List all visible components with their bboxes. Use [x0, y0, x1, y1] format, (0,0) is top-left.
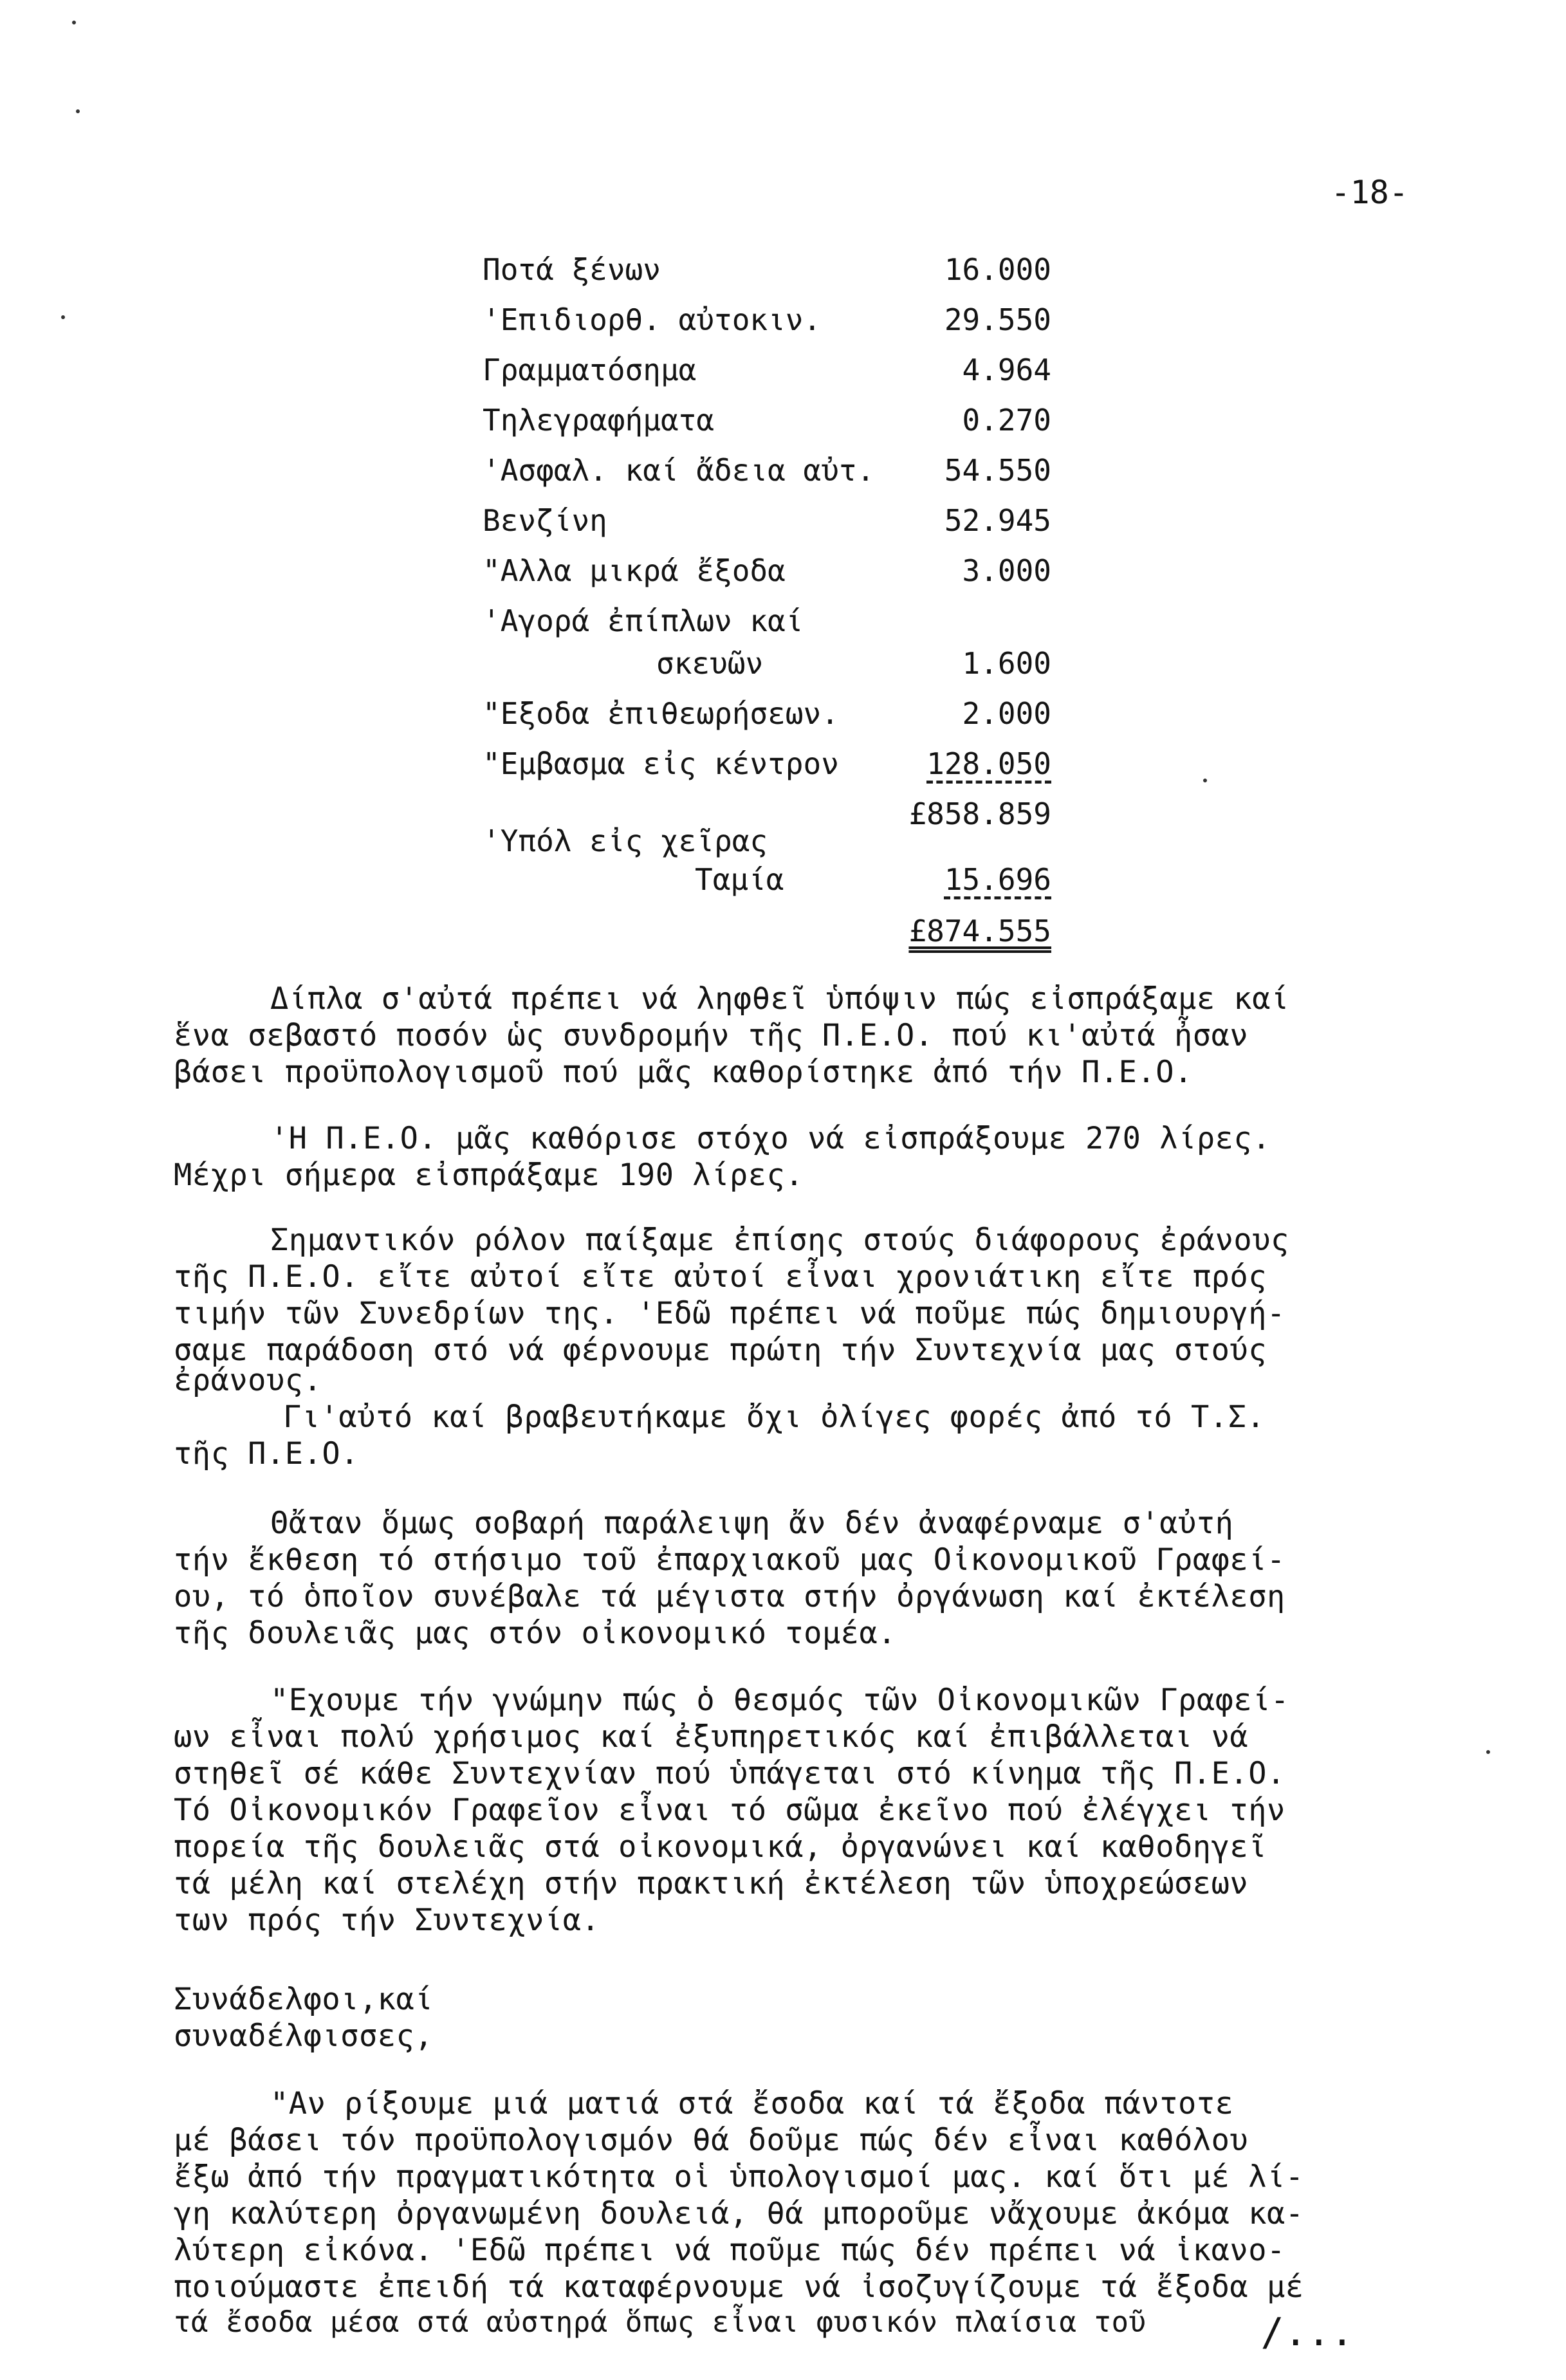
scan-speck: [1486, 1750, 1490, 1754]
ledger-label: Τηλεγραφήματα: [483, 403, 715, 438]
text-line: Μέχρι σήμερα εἰσπράξαμε 190 λίρες.: [174, 1158, 804, 1193]
ledger-label: "Εξοδα ἐπιθεωρήσεων.: [483, 696, 839, 731]
continuation-mark: /...: [1260, 2310, 1354, 2355]
text-line: Τό Οἰκονομικόν Γραφεῖον εἶναι τό σῶμα ἐκεῖνο πού ἐλέγχει τήν: [174, 1793, 1285, 1828]
text-line: τῆς Π.Ε.Ο. εἴτε αὐτοί εἴτε αὐτοί εἶναι χρονιάτικη εἴτε πρός: [174, 1259, 1267, 1295]
text-line: τῆς δουλειᾶς μας στόν οἰκονομικό τομέα.: [174, 1616, 897, 1651]
ledger-amount: 4.964: [962, 353, 1051, 387]
text-line: Γι'αὐτό καί βραβευτήκαμε ὄχι ὀλίγες φορές ἀπό τό Τ.Σ.: [283, 1399, 1266, 1435]
text-line: ου, τό ὁποῖον συνέβαλε τά μέγιστα στήν ὀργάνωση καί ἐκτέλεση: [174, 1579, 1285, 1614]
ledger-amount: 3.000: [962, 553, 1051, 588]
scan-speck: [72, 21, 76, 24]
ledger-amount: 16.000: [944, 252, 1051, 287]
balance-label-cashier: Ταμία: [695, 862, 784, 897]
text-line: τήν ἔκθεση τό στήσιμο τοῦ ἐπαρχιακοῦ μας Οἰκονομικοῦ Γραφεί-: [174, 1542, 1285, 1578]
text-line: 'Η Π.Ε.Ο. μᾶς καθόρισε στόχο νά εἰσπράξουμε 270 λίρες.: [270, 1121, 1271, 1156]
scan-speck: [61, 315, 65, 319]
scan-speck: [1203, 779, 1207, 782]
page-number: -18-: [1331, 174, 1408, 211]
text-line: τῆς Π.Ε.Ο.: [174, 1436, 359, 1471]
ledger-label: Γραμματόσημα: [483, 353, 697, 387]
ledger-amount: 29.550: [944, 302, 1051, 337]
text-line: ἐράνους.: [174, 1363, 322, 1398]
ledger-amount: 2.000: [962, 696, 1051, 731]
ledger-label: Βενζίνη: [483, 503, 607, 538]
text-line: των πρός τήν Συντεχνία.: [174, 1903, 600, 1938]
ledger-amount: 52.945: [944, 503, 1051, 538]
ledger-amount: 128.050: [926, 746, 1051, 781]
text-line: ἔξω ἀπό τήν πραγματικότητα οἱ ὑπολογισμοί μας. καί ὅτι μέ λί-: [174, 2159, 1304, 2195]
text-line: ἕνα σεβαστό ποσόν ὡς συνδρομήν τῆς Π.Ε.Ο. πού κι'αὐτά ἦσαν: [174, 1018, 1249, 1053]
text-line: στηθεῖ σέ κάθε Συντεχνίαν πού ὑπάγεται στό κίνημα τῆς Π.Ε.Ο.: [174, 1756, 1285, 1791]
ledger-amount: 0.270: [962, 403, 1051, 438]
scan-speck: [76, 109, 80, 113]
text-line: λύτερη εἰκόνα. 'Εδῶ πρέπει νά ποῦμε πώς δέν πρέπει νά ἱκανο-: [174, 2233, 1285, 2268]
text-line: "Αν ρίξουμε μιά ματιά στά ἔσοδα καί τά ἔξοδα πάντοτε: [270, 2086, 1234, 2121]
text-line: Δίπλα σ'αὐτά πρέπει νά ληφθεῖ ὑπόψιν πώς εἰσπράξαμε καί: [270, 981, 1289, 1017]
ledger-label: 'Επιδιορθ. αὐτοκιν.: [483, 302, 822, 337]
ledger-label: 'Ασφαλ. καί ἄδεια αὐτ.: [483, 453, 875, 488]
ledger-amount: 1.600: [962, 646, 1051, 681]
total-amount: £874.555: [908, 914, 1051, 948]
subtotal-amount: £858.859: [908, 797, 1051, 831]
balance-label: 'Υπόλ εἰς χεῖρας: [483, 824, 768, 858]
balance-amount: 15.696: [944, 862, 1051, 897]
ledger-label: "Αλλα μικρά ἔξοδα: [483, 553, 786, 588]
text-line: τά ἔσοδα μέσα στά αὐστηρά ὅπως εἶναι φυσικόν πλαίσια τοῦ: [174, 2306, 1147, 2339]
salutation-line: Συνάδελφοι,καί: [174, 1982, 434, 2017]
text-line: Θἄταν ὅμως σοβαρή παράλειψη ἄν δέν ἀναφέρναμε σ'αὐτή: [270, 1506, 1234, 1541]
ledger-label: σκευῶν: [656, 646, 764, 681]
salutation-line: συναδέλφισσες,: [174, 2018, 434, 2054]
ledger-label: "Εμβασμα εἰς κέντρον: [483, 746, 839, 781]
ledger-label: Ποτά ξένων: [483, 252, 661, 287]
text-line: ων εἶναι πολύ χρήσιμος καί ἐξυπηρετικός καί ἐπιβάλλεται νά: [174, 1719, 1249, 1755]
text-line: τά μέλη καί στελέχη στήν πρακτική ἐκτέλεση τῶν ὑποχρεώσεων: [174, 1866, 1249, 1901]
text-line: πορεία τῆς δουλειᾶς στά οἰκονομικά, ὀργανώνει καί καθοδηγεῖ: [174, 1829, 1267, 1865]
ledger-amount: 54.550: [944, 453, 1051, 488]
text-line: Σημαντικόν ρόλον παίξαμε ἐπίσης στούς διάφορους ἐράνους: [270, 1222, 1289, 1258]
text-line: "Εχουμε τήν γνώμην πώς ὁ θεσμός τῶν Οἰκονομικῶν Γραφεί-: [270, 1683, 1289, 1718]
text-line: μέ βάσει τόν προϋπολογισμόν θά δοῦμε πώς δέν εἶναι καθόλου: [174, 2123, 1249, 2158]
text-line: γη καλύτερη ὀργανωμένη δουλειά, θά μποροῦμε νἄχουμε ἀκόμα κα-: [174, 2196, 1304, 2231]
text-line: τιμήν τῶν Συνεδρίων της. 'Εδῶ πρέπει νά ποῦμε πώς δημιουργή-: [174, 1296, 1285, 1331]
ledger-label: 'Αγορά ἐπίπλων καί: [483, 604, 804, 638]
text-line: βάσει προϋπολογισμοῦ πού μᾶς καθορίστηκε ἀπό τήν Π.Ε.Ο.: [174, 1055, 1193, 1090]
text-line: σαμε παράδοση στό νά φέρνουμε πρώτη τήν Συντεχνία μας στούς: [174, 1333, 1267, 1368]
text-line: ποιούμαστε ἐπειδή τά καταφέρνουμε νά ἰσοζυγίζουμε τά ἔξοδα μέ: [174, 2269, 1304, 2305]
